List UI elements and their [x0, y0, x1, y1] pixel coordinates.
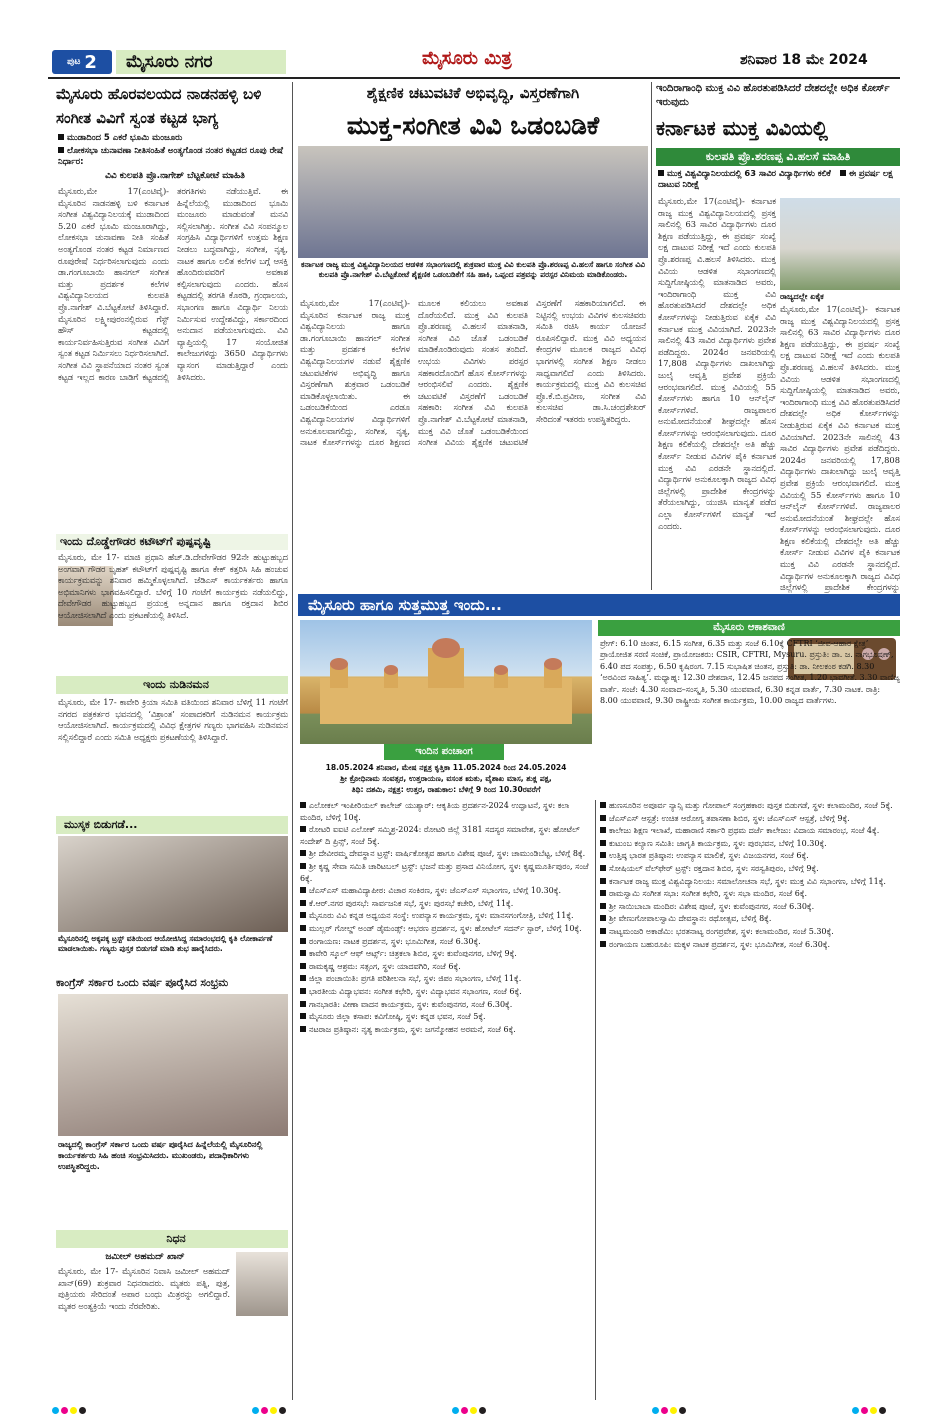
page-number-badge [52, 50, 112, 74]
panchanga-line-2: ಶ್ರೀ ಕ್ರೋಧಿನಾಮ ಸಂವತ್ಸರ, ಉತ್ತರಾಯಣ, ವಸಂತ ಋತು, ವೈಶಾಖ ಮಾಸ, ಶುಕ್ಲ ಪಕ್ಷ, [340, 774, 552, 783]
left-headline: ಮೈಸೂರು ಹೊರವಲಯದ ನಾಡನಹಳ್ಳಿ ಬಳಿ ಸಂಗೀತ ವಿವಿಗೆ ಸ್ವಂತ ಕಟ್ಟಡ ಭಾಗ್ಯ [56, 85, 262, 127]
bullet-icon [300, 925, 306, 931]
bullet-icon [300, 938, 306, 944]
congress-title: ಕಾಂಗ್ರೆಸ್ ಸರ್ಕಾರ ಒಂದು ವರ್ಷ ಪೂರೈಸಿದ ಸಂಭ್ರಮ [56, 977, 229, 989]
bullet-icon [600, 827, 606, 833]
bullet-icon [300, 863, 306, 869]
registration-dot [279, 1407, 286, 1414]
event-text: ಭಾರತೀಯ ವಿದ್ಯಾಭವನ: ಸಂಗೀತ ಕಛೇರಿ, ಸ್ಥಳ: ವಿದ್ಯಾಭವನ ಸಭಾಂಗಣ, ಸಂಜೆ 6ಕ್ಕೆ. [309, 986, 522, 996]
bullet-icon [300, 975, 306, 981]
bullet-icon [600, 878, 606, 884]
bullet-icon [300, 900, 306, 906]
registration-dot [879, 1407, 886, 1414]
event-item [300, 936, 592, 948]
bullet-icon [600, 865, 606, 871]
bullet-icon [300, 1001, 306, 1007]
right-subhead-1 [658, 168, 902, 190]
section-name: ಮೈಸೂರು ನಗರ [116, 50, 286, 74]
registration-dot [52, 1407, 59, 1414]
registration-dot [452, 1407, 459, 1414]
column-divider [595, 800, 596, 1400]
event-text: ಜೆಎಸ್‍ಎಸ್ ಮಹಾವಿದ್ಯಾಪೀಠ: ವಿಚಾರ ಸಂಕಿರಣ, ಸ್ಥಳ: ಜೆಎಸ್‍ಎಸ್ ಸಭಾಂಗಣ, ಬೆಳಿಗ್ಗೆ 10.30ಕ್ಕೆ. [309, 886, 561, 896]
issue-date: ಶನಿವಾರ 18 ಮೇ 2024 [740, 52, 868, 68]
event-text: ಮುಲ್ಲರ್ ಗೋಲ್ಡ್ ಅಂಡ್ ಡೈಮಂಡ್ಸ್: ಆಭರಣ ಪ್ರದರ್ಶನ, ಸ್ಥಳ: ಹೋಟೆಲ್ ಸದರ್ನ್ ಸ್ಟಾರ್, ಬೆಳಿಗ್ಗೆ 10ಕ್ಕೆ. [309, 923, 582, 933]
event-text: ಸೋಷಿಯಲ್ ವೆಲ್‍ಫೇರ್ ಟ್ರಸ್ಟ್: ರಕ್ತದಾನ ಶಿಬಿರ, ಸ್ಥಳ: ಸರಸ್ವತಿಪುರಂ, ಬೆಳಿಗ್ಗೆ 9ಕ್ಕೆ. [609, 863, 819, 873]
event-text: ಕೆ.ಆರ್.ನಗರ ಪುರಸಭೆ: ಸಾರ್ವಜನಿಕ ಸಭೆ, ಸ್ಥಳ: ಪುರಸಭೆ ಕಚೇರಿ, ಬೆಳಿಗ್ಗೆ 11ಕ್ಕೆ. [309, 898, 514, 908]
event-item [600, 800, 900, 812]
registration-dot [261, 1407, 268, 1414]
event-text: ನಾಟ್ಯಮಂಜರಿ ಅಕಾಡೆಮಿ: ಭರತನಾಟ್ಯ ರಂಗಪ್ರವೇಶ, ಸ್ಥಳ: ಕಲಾಮಂದಿರ, ಸಂಜೆ 5.30ಕ್ಕೆ. [609, 926, 834, 936]
registration-dot [470, 1407, 477, 1414]
bullet-icon [58, 134, 64, 140]
event-item [300, 1024, 592, 1036]
right-sub2-text: ಈ ಪ್ರವರ್ಷ ಲಕ್ಷ ದಾಟುವ ನಿರೀಕ್ಷೆ [658, 168, 893, 189]
event-text: ಕುಟುಂಬ ಕಲ್ಯಾಣ ಸಮಿತಿ: ಜಾಗೃತಿ ಕಾರ್ಯಕ್ರಮ, ಸ್ಥಳ: ಪುರಭವನ, ಬೆಳಿಗ್ಗೆ 10.30ಕ್ಕೆ. [609, 838, 827, 848]
bullet-icon [600, 840, 606, 846]
right-sub1-text: ಮುಕ್ತ ವಿಶ್ವವಿದ್ಯಾನಿಲಯದಲ್ಲಿ 63 ಸಾವಿರ ವಿದ್ಯಾರ್ಥಿಗಳು ಕಲಿಕೆ [667, 168, 831, 178]
event-item [600, 888, 900, 900]
event-item [300, 800, 592, 823]
event-item [600, 863, 900, 875]
right-body-col2: ಮೈಸೂರು,ಮೇ 17(ಎಂಟಿವೈ)- ಕರ್ನಾಟಕ ರಾಜ್ಯ ಮುಕ್ತ ವಿಶ್ವವಿದ್ಯಾನಿಲಯದಲ್ಲಿ ಪ್ರಸಕ್ತ ಸಾಲಿನಲ್ಲಿ 63 ಸಾವಿರ ವಿದ್ಯಾರ್ಥಿಗಳು ದೂರ ಶಿಕ್ಷಣ ಪಡೆಯುತ್ತಿದ್ದು, ಈ ಪ್ರವರ್ಷ ಸಂಖ್ಯೆ ಲಕ್ಷ ದಾಟುವ ನಿರೀಕ್ಷೆ ಇದೆ ಎಂದು ಕುಲಪತಿ ಪ್ರೊ.ಶರಣಪ್ಪ ವಿ.ಹಲಸೆ ತಿಳಿಸಿದರು. ಮುಕ್ತ ವಿವಿಯ ಆಡಳಿತ ಸಭಾಂಗಣದಲ್ಲಿ ಸುದ್ದಿಗೋಷ್ಠಿಯಲ್ಲಿ ಮಾತನಾಡಿದ ಅವರು, ಇಂದಿರಾಗಾಂಧಿ ಮುಕ್ತ ವಿವಿ ಹೊರತುಪಡಿಸಿದರೆ ದೇಶದಲ್ಲೇ ಅಧಿಕ ಕೋರ್ಸ್‍ಗಳನ್ನು ನೀಡುತ್ತಿರುವ ಏಕೈಕ ವಿವಿ ಕರ್ನಾಟಕ ಮುಕ್ತ ವಿವಿಯಾಗಿದೆ. 2023ನೇ ಸಾಲಿನಲ್ಲಿ 43 ಸಾವಿರ ವಿದ್ಯಾರ್ಥಿಗಳು ಪ್ರವೇಶ ಪಡೆದಿದ್ದರು. 2024ರ ಜನವರಿಯಲ್ಲಿ 17,808 ವಿದ್ಯಾರ್ಥಿಗಳು ದಾಖಲಾಗಿದ್ದು ಜುಲೈ ಆವೃತ್ತಿ ಪ್ರವೇಶ ಪ್ರಕ್ರಿಯೆ ಆರಂಭವಾಗಲಿದೆ. ಮುಕ್ತ ವಿವಿಯಲ್ಲಿ 55 ಕೋರ್ಸ್‍ಗಳು ಹಾಗೂ 10 ಆನ್‍ಲೈನ್ ಕೋರ್ಸ್‍ಗಳಿವೆ. ರಾಜ್ಯಪಾಲರ ಅನುಮೋದನೆಯಂತೆ ಶೀಘ್ರದಲ್ಲೇ ಹೊಸ ಕೋರ್ಸ್‍ಗಳನ್ನು ಆರಂಭಿಸಲಾಗುವುದು. ದೂರ ಶಿಕ್ಷಣ ಕಲಿಕೆಯಲ್ಲಿ ದೇಶದಲ್ಲೇ ಅತಿ ಹೆಚ್ಚು ಕೋರ್ಸ್ ನೀಡುವ ವಿವಿಗಳ ಪೈಕಿ ಕರ್ನಾಟಕ ಮುಕ್ತ ವಿವಿ ಎರಡನೇ ಸ್ಥಾನದಲ್ಲಿದೆ. ವಿದ್ಯಾರ್ಥಿಗಳ ಅನುಕೂಲಕ್ಕಾಗಿ ರಾಜ್ಯದ ವಿವಿಧ ಜಿಲ್ಲೆಗಳಲ್ಲಿ ಪ್ರಾದೇಶಿಕ ಕೇಂದ್ರಗಳನ್ನು [780, 304, 900, 593]
registration-dot [679, 1407, 686, 1414]
event-item [600, 825, 900, 837]
radio-schedule: ಪ್ರೇಗ್: 6.10 ಚಿಂತನ, 6.15 ಸಂಗೀತ, 6.35 ಮತ್ತು ಸಂಜೆ 6.10ಕ್ಕೆ CFTRI ‘ಜೀವ-ಆಹಾರ ಕ್ಷೇತ್ರ’ ಪ್ರಾಯೋಜಿತ ಸರಣಿ ಸಂಚಿಕೆ, ಪ್ರಾಯೋಜಕರು: CSIR, CFTRI, Mysuru. ಪ್ರಸ್ತುತಿ: ಡಾ. ಜ. ನಾಗಭೂಷಣ್, 6.40 ಪದ ಸಂಪತ್ತು, 6.50 ಕೃಷಿರಂಗ. 7.15 ಸುಭಾಷಿತ ಚಿಂತನ, ಪ್ರಸ್ತುತಿ: ಡಾ. ನೀಲಕಂಠ ಕಡಗಿ. 8.30 ‘ಅರವಿಂದ ಸಾಹಿತ್ಯ’. ಮಧ್ಯಾಹ್ನ: 12.30 ದೇಶದಾಸ, 12.45 ಜನಪದ ಸಂಗೀತ, 1.20 ಭಾವಗೀತೆ. 3.30 ವಾಣಿಜ್ಯ ವಾರ್ತೆ. ಸಂಜೆ: 4.30 ಸಂವಾದ–ಸಂಸ್ಕೃತಿ, 5.30 ಯುವವಾಣಿ, 6.30 ಕನ್ನಡ ವಾರ್ತೆ, 7.30 ನಾಟಕ. ರಾತ್ರಿ: 8.00 ಯುವವಾಣಿ, 9.30 ರಾಷ್ಟ್ರೀಯ ಸಂಗೀತ ಕಾರ್ಯಕ್ರಮ, 10.00 ರಾಜ್ಯದ ವಾರ್ತೆಗಳು. [600, 639, 900, 706]
registration-dot [870, 1407, 877, 1414]
event-item [300, 848, 592, 860]
congress-caption: ರಾಜ್ಯದಲ್ಲಿ ಕಾಂಗ್ರೆಸ್ ಸರ್ಕಾರ ಒಂದು ವರ್ಷ ಪೂರೈಸಿದ ಹಿನ್ನೆಲೆಯಲ್ಲಿ ಮೈಸೂರಿನಲ್ಲಿ ಕಾರ್ಯಕರ್ತರು ಸಿಹಿ ಹಂಚಿ ಸಂಭ್ರಮಿಸಿದರು. ಮುಖಂಡರು, ಪದಾಧಿಕಾರಿಗಳು ಉಪಸ್ಥಿತರಿದ್ದರು. [58, 1140, 263, 1171]
event-text: ರಾಮಸ್ವಾಮಿ ಸಂಗೀತ ಸಭಾ: ಸಂಗೀತ ಕಛೇರಿ, ಸ್ಥಳ: ಸಭಾ ಮಂದಿರ, ಸಂಜೆ 6ಕ್ಕೆ. [609, 889, 808, 899]
event-text: ಶ್ರೀ ದೇವೀರಮ್ಮ ದೇವಸ್ಥಾನ ಟ್ರಸ್ಟ್: ವಾರ್ಷಿಕೋತ್ಸವ ಹಾಗೂ ವಿಶೇಷ ಪೂಜೆ, ಸ್ಥಳ: ಚಾಮುಂಡಿಬೆಟ್ಟ, ಬೆಳಿಗ್ಗೆ 8ಕ್ಕೆ. [309, 849, 586, 859]
bullet-icon [300, 1013, 306, 1019]
event-item [600, 939, 900, 951]
obituary-photo [236, 1252, 288, 1316]
bullet-icon [300, 963, 306, 969]
panchanga-line-1: 18.05.2024 ಶನಿವಾರ, ಮೇಷ ನಕ್ಷತ್ರ ಕೃತ್ತಿಕಾ 11.05.2024 ರಿಂದ 24.05.2024 [325, 763, 567, 772]
book-release-title: ಮುಸ್ಕಕ ಬಿಡುಗಡೆ... [56, 816, 288, 834]
registration-dot [861, 1407, 868, 1414]
panchanga-line-3: ತಿಥಿ: ದಶಮಿ, ನಕ್ಷತ್ರ: ಉತ್ತರ, ರಾಹುಕಾಲ: ಬೆಳಿಗ್ಗೆ 9 ರಿಂದ 10.30ರವರೆಗೆ [351, 785, 541, 794]
registration-dot [461, 1407, 468, 1414]
registration-dot [652, 1407, 659, 1414]
today-banner: ಮೈಸೂರು ಹಾಗೂ ಸುತ್ತಮುತ್ತ ಇಂದು... [298, 594, 900, 616]
event-item [300, 824, 592, 847]
registration-dot [252, 1407, 259, 1414]
mou-caption: ಕರ್ನಾಟಕ ರಾಜ್ಯ ಮುಕ್ತ ವಿಶ್ವವಿದ್ಯಾನಿಲಯದ ಆಡಳಿತ ಸಭಾಂಗಣದಲ್ಲಿ ಶುಕ್ರವಾರ ಮುಕ್ತ ವಿವಿ ಕುಲಪತಿ ಪ್ರೊ.ಶರಣಪ್ಪ ವಿ.ಹಲಸೆ ಹಾಗೂ ಸಂಗೀತ ವಿವಿ ಕುಲಪತಿ ಪ್ರೊ.ನಾಗೇಶ್ ವಿ.ಬೆಟ್ಟಕೋಟೆ ಶೈಕ್ಷಣಿಕ ಒಡಂಬಡಿಕೆಗೆ ಸಹಿ ಹಾಕಿ, ಒಪ್ಪಂದ ಪತ್ರವನ್ನು ಪರಸ್ಪರ ವಿನಿಮಯ ಮಾಡಿಕೊಂಡರು. [301, 260, 645, 279]
obituary-body: ಮೈಸೂರು, ಮೇ 17- ಮೈಸೂರಿನ ನಿವಾಸಿ ಜಮೀಲ್ ಅಹಮದ್ ಖಾನ್(69) ಶುಕ್ರವಾರ ನಿಧನರಾದರು. ಮೃತರು ಪತ್ನಿ, ಪುತ್ರ, ಪುತ್ರಿಯರು ಸೇರಿದಂತೆ ಅಪಾರ ಬಂಧು ಮಿತ್ರರನ್ನು ಅಗಲಿದ್ದಾರೆ. ಮೃತರ ಅಂತ್ಯಕ್ರಿಯೆ ಇಂದು ನೆರವೇರಿತು. [58, 1266, 230, 1311]
event-item [300, 948, 592, 960]
bullet-icon [300, 887, 306, 893]
right-photo-caption: ರಾಜ್ಯದಲ್ಲೇ ಏಕೈಕ [780, 292, 824, 301]
event-item [300, 973, 592, 985]
bullet-icon [300, 826, 306, 832]
tribute-title: ಇಂದು ದೊಡ್ಡೇಗೌಡರ ಕಟೌಟ್‍ಗೆ ಪುಷ್ಪವೃಷ್ಟಿ [56, 534, 288, 550]
nudinamana-body: ಮೈಸೂರು, ಮೇ 17- ಕಾವೇರಿ ಕ್ರಿಯಾ ಸಮಿತಿ ವತಿಯಿಂದ ಶನಿವಾರ ಬೆಳಿಗ್ಗೆ 11 ಗಂಟೆಗೆ ನಗರದ ಪತ್ರಕರ್ತರ ಭವನದಲ್ಲಿ ‘ವಿಶ್ರಾಂತ’ ಸಂಪಾದಕರಿಗೆ ನುಡಿನಮನ ಕಾರ್ಯಕ್ರಮ ಆಯೋಜಿಸಲಾಗಿದೆ. ಕಾರ್ಯಕ್ರಮದಲ್ಲಿ ವಿವಿಧ ಕ್ಷೇತ್ರಗಳ ಗಣ್ಯರು ಭಾಗವಹಿಸಿ ನುಡಿನಮನ ಸಲ್ಲಿಸಲಿದ್ದಾರೆ ಎಂದು ಸಮಿತಿ ಅಧ್ಯಕ್ಷರು ಪ್ರಕಟಣೆಯಲ್ಲಿ ತಿಳಿಸಿದ್ದಾರೆ. [58, 697, 288, 742]
university-building-photo [780, 198, 900, 290]
column-divider [651, 82, 652, 590]
event-text: ರೋಟರಿ ಐಐಟಿ ಎಲೋಕ್ ಸಮ್ಮಿಶ್ರ-2024: ರೋಟರಿ ಜಿಲ್ಲೆ 3181 ಸದಸ್ಯರ ಸಮಾವೇಶ, ಸ್ಥಳ: ಹೋಟೆಲ್ ಸಂದೇಶ್ ದಿ ಪ್ರಿನ್ಸ್, ಸಂಜೆ 5ಕ್ಕೆ. [300, 825, 580, 846]
event-item [600, 838, 900, 850]
event-text: ರಂಗಾಯಣ ಬಹುರೂಪಿ: ಮಕ್ಕಳ ನಾಟಕ ಪ್ರದರ್ಶನ, ಸ್ಥಳ: ಭೂಮಿಗೀತ, ಸಂಜೆ 6.30ಕ್ಕೆ. [609, 939, 831, 949]
bullet-icon [600, 890, 606, 896]
bullet-icon [600, 928, 606, 934]
bullet-icon [658, 170, 664, 176]
event-text: ಗಾನಭಾರತಿ: ವೀಣಾ ವಾದನ ಕಾರ್ಯಕ್ರಮ, ಸ್ಥಳ: ಕುವೆಂಪುನಗರ, ಸಂಜೆ 6.30ಕ್ಕೆ. [309, 999, 513, 1009]
event-item [300, 999, 592, 1011]
registration-dot [79, 1407, 86, 1414]
mou-photo [298, 146, 648, 258]
event-text: ಶ್ರೀ ಕೃಷ್ಣ ಸೇವಾ ಸಮಿತಿ ಚಾರಿಟಬಲ್ ಟ್ರಸ್ಟ್: ಭಜನೆ ಮತ್ತು ಪ್ರಸಾದ ವಿನಿಯೋಗ, ಸ್ಥಳ: ಕೃಷ್ಣಮೂರ್ತಿಪುರಂ, ಸಂಜೆ 6ಕ್ಕೆ. [300, 861, 589, 883]
events-list-right [600, 800, 900, 1400]
bullet-icon [300, 950, 306, 956]
event-text: ಕರ್ನಾಟಕ ರಾಜ್ಯ ಮುಕ್ತ ವಿಶ್ವವಿದ್ಯಾನಿಲಯ: ಸಮಾಲೋಚನಾ ಸಭೆ, ಸ್ಥಳ: ಮುಕ್ತ ವಿವಿ ಸಭಾಂಗಣ, ಬೆಳಿಗ್ಗೆ 11ಕ್ಕೆ. [609, 876, 886, 886]
registration-dot [479, 1407, 486, 1414]
event-item [300, 986, 592, 998]
event-item [300, 898, 592, 910]
event-item [600, 813, 900, 825]
tribute-body: ಮೈಸೂರು, ಮೇ 17- ಮಾಜಿ ಪ್ರಧಾನಿ ಹೆಚ್.ಡಿ.ದೇವೇಗೌಡರ 92ನೇ ಹುಟ್ಟುಹಬ್ಬದ ಅಂಗವಾಗಿ ಗೌಡರ ಬೃಹತ್ ಕಟೌಟ್‍ಗೆ ಪುಷ್ಪವೃಷ್ಟಿ ಹಾಗೂ ಕೇಕ್ ಕತ್ತರಿಸಿ ಸಿಹಿ ಹಂಚುವ ಕಾರ್ಯಕ್ರಮವನ್ನು ಶನಿವಾರ ಹಮ್ಮಿಕೊಳ್ಳಲಾಗಿದೆ. ಜೆಡಿಎಸ್ ಕಾರ್ಯಕರ್ತರು ಹಾಗೂ ಅಭಿಮಾನಿಗಳು ಭಾಗವಹಿಸಲಿದ್ದಾರೆ. ಬೆಳಿಗ್ಗೆ 10 ಗಂಟೆಗೆ ಕಾರ್ಯಕ್ರಮ ನಡೆಯಲಿದ್ದು, ದೇವೇಗೌಡರ ಹುಟ್ಟುಹಬ್ಬದ ಪ್ರಯುಕ್ತ ಅನ್ನದಾನ ಹಾಗೂ ರಕ್ತದಾನ ಶಿಬಿರ ಆಯೋಜಿಸಲಾಗಿದೆ ಎಂದು ಪ್ರಕಟಣೆಯಲ್ಲಿ ತಿಳಿಸಿದೆ. [58, 552, 288, 620]
event-text: ಉತ್ತಿಷ್ಠ ಭಾರತ ಪ್ರತಿಷ್ಠಾನ: ಉಪನ್ಯಾಸ ಮಾಲಿಕೆ, ಸ್ಥಳ: ವಿಜಯನಗರ, ಸಂಜೆ 6ಕ್ಕೆ. [609, 851, 809, 861]
event-text: ರಾಮಕೃಷ್ಣ ಆಶ್ರಮ: ಸತ್ಸಂಗ, ಸ್ಥಳ: ಯಾದವಗಿರಿ, ಸಂಜೆ 6ಕ್ಕೆ. [309, 961, 461, 971]
event-item [300, 910, 592, 922]
print-registration-dots [52, 1407, 902, 1417]
event-text: ಹುಣಸೂರಿನ ಅಪೂರ್ವ ನ್ಯಾನ್ಸಿ ಮತ್ತು ಗೋಪಾಲ್ ಸಂಗ್ರಹಕಾರ: ಪುಸ್ತಕ ಬಿಡುಗಡೆ, ಸ್ಥಳ: ಕಲಾಮಂದಿರ, ಸಂಜೆ 5ಕ್ಕೆ. [609, 801, 893, 810]
registration-dot [270, 1407, 277, 1414]
bullet-icon [300, 802, 306, 808]
center-kicker: ಶೈಕ್ಷಣಿಕ ಚಟುವಟಿಕೆ ಅಭಿವೃದ್ಧಿ, ವಿಸ್ತರಣೆಗಾಗಿ [366, 84, 580, 102]
book-release-caption: ಮೈಸೂರಿನಲ್ಲಿ ಅಕ್ಕಪಕ್ಕ ಟ್ರಸ್ಟ್ ವತಿಯಿಂದ ಆಯೋಜಿಸಿದ್ದ ಸಮಾರಂಭದಲ್ಲಿ ಕೃತಿ ಲೋಕಾರ್ಪಣೆ ಮಾಡಲಾಯಿತು. ಗಣ್ಯರು ಪುಸ್ತಕ ಬಿಡುಗಡೆ ಮಾಡಿ ಶುಭ ಹಾರೈಸಿದರು. [58, 934, 273, 953]
registration-dot [670, 1407, 677, 1414]
event-text: ಕಾಲೇಜು ಶಿಕ್ಷಣ ಇಲಾಖೆ, ಮಹಾರಾಣಿ ಸರ್ಕಾರಿ ಪ್ರಥಮ ದರ್ಜೆ ಕಾಲೇಜು: ವಿದಾಯ ಸಮಾರಂಭ, ಸಂಜೆ 4ಕ್ಕೆ. [609, 826, 880, 836]
bullet-icon [300, 988, 306, 994]
right-body-col1: ಮೈಸೂರು,ಮೇ 17(ಎಂಟಿವೈ)- ಕರ್ನಾಟಕ ರಾಜ್ಯ ಮುಕ್ತ ವಿಶ್ವವಿದ್ಯಾನಿಲಯದಲ್ಲಿ ಪ್ರಸಕ್ತ ಸಾಲಿನಲ್ಲಿ 63 ಸಾವಿರ ವಿದ್ಯಾರ್ಥಿಗಳು ದೂರ ಶಿಕ್ಷಣ ಪಡೆಯುತ್ತಿದ್ದು, ಈ ಪ್ರವರ್ಷ ಸಂಖ್ಯೆ ಲಕ್ಷ ದಾಟುವ ನಿರೀಕ್ಷೆ ಇದೆ ಎಂದು ಕುಲಪತಿ ಪ್ರೊ.ಶರಣಪ್ಪ ವಿ.ಹಲಸೆ ತಿಳಿಸಿದರು. ಮುಕ್ತ ವಿವಿಯ ಆಡಳಿತ ಸಭಾಂಗಣದಲ್ಲಿ ಸುದ್ದಿಗೋಷ್ಠಿಯಲ್ಲಿ ಮಾತನಾಡಿದ ಅವರು, ಇಂದಿರಾಗಾಂಧಿ ಮುಕ್ತ ವಿವಿ ಹೊರತುಪಡಿಸಿದರೆ ದೇಶದಲ್ಲೇ ಅಧಿಕ ಕೋರ್ಸ್‍ಗಳನ್ನು ನೀಡುತ್ತಿರುವ ಏಕೈಕ ವಿವಿ ಕರ್ನಾಟಕ ಮುಕ್ತ ವಿವಿಯಾಗಿದೆ. 2023ನೇ ಸಾಲಿನಲ್ಲಿ 43 ಸಾವಿರ ವಿದ್ಯಾರ್ಥಿಗಳು ಪ್ರವೇಶ ಪಡೆದಿದ್ದರು. 2024ರ ಜನವರಿಯಲ್ಲಿ 17,808 ವಿದ್ಯಾರ್ಥಿಗಳು ದಾಖಲಾಗಿದ್ದು ಜುಲೈ ಆವೃತ್ತಿ ಪ್ರವೇಶ ಪ್ರಕ್ರಿಯೆ ಆರಂಭವಾಗಲಿದೆ. ಮುಕ್ತ ವಿವಿಯಲ್ಲಿ 55 ಕೋರ್ಸ್‍ಗಳು ಹಾಗೂ 10 ಆನ್‍ಲೈನ್ ಕೋರ್ಸ್‍ಗಳಿವೆ. ರಾಜ್ಯಪಾಲರ ಅನುಮೋದನೆಯಂತೆ ಶೀಘ್ರದಲ್ಲೇ ಹೊಸ ಕೋರ್ಸ್‍ಗಳನ್ನು ಆರಂಭಿಸಲಾಗುವುದು. ದೂರ ಶಿಕ್ಷಣ ಕಲಿಕೆಯಲ್ಲಿ ದೇಶದಲ್ಲೇ ಅತಿ ಹೆಚ್ಚು ಕೋರ್ಸ್ ನೀಡುವ ವಿವಿಗಳ ಪೈಕಿ ಕರ್ನಾಟಕ ಮುಕ್ತ ವಿವಿ ಎರಡನೇ ಸ್ಥಾನದಲ್ಲಿದೆ. ವಿದ್ಯಾರ್ಥಿಗಳ ಅನುಕೂಲಕ್ಕಾಗಿ ರಾಜ್ಯದ ವಿವಿಧ ಜಿಲ್ಲೆಗಳಲ್ಲಿ ಪ್ರಾದೇಶಿಕ ಕೇಂದ್ರಗಳನ್ನು ತೆರೆಯಲಾಗಿದ್ದು, ಯುಜಿಸಿ ಮಾನ್ಯತೆ ಪಡೆದ ಎಲ್ಲಾ ಕೋರ್ಸ್‍ಗಳಿಗೆ ಮಾನ್ಯತೆ ಇದೆ ಎಂದರು. [658, 196, 776, 531]
event-text: ಕಾವೇರಿ ಸ್ಕೂಲ್ ಆಫ್ ಆರ್ಟ್ಸ್: ಚಿತ್ರಕಲಾ ಶಿಬಿರ, ಸ್ಥಳ: ಕುವೆಂಪುನಗರ, ಬೆಳಿಗ್ಗೆ 9ಕ್ಕೆ. [309, 949, 517, 959]
right-headline: ಕರ್ನಾಟಕ ಮುಕ್ತ ವಿವಿಯಲ್ಲಿ [656, 116, 828, 140]
event-item [600, 926, 900, 938]
event-text: ಜಿಲ್ಲಾ ಪಂಚಾಯಿತಿ: ಪ್ರಗತಿ ಪರಿಶೀಲನಾ ಸಭೆ, ಸ್ಥಳ: ಜಿಪಂ ಸಭಾಂಗಣ, ಬೆಳಿಗ್ಗೆ 11ಕ್ಕೆ. [309, 974, 522, 984]
event-text: ನಟರಾಜ ಪ್ರತಿಷ್ಠಾನ: ನೃತ್ಯ ಕಾರ್ಯಕ್ರಮ, ಸ್ಥಳ: ಜಗನ್ಮೋಹನ ಅರಮನೆ, ಸಂಜೆ 6ಕ್ಕೆ. [309, 1024, 516, 1034]
palace-silhouette-icon [300, 620, 592, 744]
bullet-icon [600, 815, 606, 821]
right-strip: ಕುಲಪತಿ ಪ್ರೊ.ಶರಣಪ್ಪ ವಿ.ಹಲಸೆ ಮಾಹಿತಿ [656, 148, 900, 166]
event-item [300, 923, 592, 935]
event-text: ಶ್ರೀ ಸಾಯಿಬಾಬಾ ಮಂದಿರ: ವಿಶೇಷ ಪೂಜೆ, ಸ್ಥಳ: ಕುವೆಂಪುನಗರ, ಸಂಜೆ 6.30ಕ್ಕೆ. [609, 901, 815, 911]
bullet-icon [600, 903, 606, 909]
bullet-icon [840, 170, 846, 176]
bullet-icon [600, 915, 606, 921]
event-item [600, 850, 900, 862]
bullet-icon [300, 1026, 306, 1032]
registration-dot [661, 1407, 668, 1414]
left-sub1-text: ಮುಡಾದಿಂದ 5 ಎಕರೆ ಭೂಮಿ ಮಂಜೂರು [67, 133, 183, 143]
bullet-icon [58, 147, 64, 153]
event-item [300, 961, 592, 973]
event-text: ರಂಗಾಯಣ: ನಾಟಕ ಪ್ರದರ್ಶನ, ಸ್ಥಳ: ಭೂಮಿಗೀತ, ಸಂಜೆ 6.30ಕ್ಕೆ. [309, 936, 481, 946]
congress-photo [58, 994, 288, 1136]
right-kicker: ಇಂದಿರಾಗಾಂಧಿ ಮುಕ್ತ ವಿವಿ ಹೊರತುಪಡಿಸಿದರೆ ದೇಶದಲ್ಲೇ ಅಧಿಕ ಕೋರ್ಸ್ ಇರುವುದು [656, 83, 890, 108]
left-sub2-text: ಲೋಕಸಭಾ ಚುನಾವಣಾ ನೀತಿಸಂಹಿತೆ ಅಂತ್ಯಗೊಂಡ ನಂತರ ಕಟ್ಟಡದ ರೂಪು ರೇಷೆ ನಿರ್ಧಾರ: [58, 146, 283, 167]
obituary-title: ನಿಧನ [56, 1230, 288, 1248]
bullet-icon [600, 802, 606, 808]
event-item [600, 901, 900, 913]
center-headline: ಮುಕ್ತ-ಸಂಗೀತ ವಿವಿ ಒಡಂಬಡಿಕೆ [346, 111, 600, 140]
center-body: ಮೈಸೂರು,ಮೇ 17(ಎಂಟಿವೈ)- ಮೈಸೂರಿನ ಕರ್ನಾಟಕ ರಾಜ್ಯ ಮುಕ್ತ ವಿಶ್ವವಿದ್ಯಾನಿಲಯ ಹಾಗೂ ಡಾ.ಗಂಗೂಬಾಯಿ ಹಾನಗಲ್ ಸಂಗೀತ ಮತ್ತು ಪ್ರದರ್ಶಕ ಕಲೆಗಳ ವಿಶ್ವವಿದ್ಯಾನಿಲಯಗಳ ನಡುವೆ ಶೈಕ್ಷಣಿಕ ಚಟುವಟಿಕೆಗಳ ಅಭಿವೃದ್ಧಿ ಹಾಗೂ ವಿಸ್ತರಣೆಗಾಗಿ ಶುಕ್ರವಾರ ಒಡಂಬಡಿಕೆ ಮಾಡಿಕೊಳ್ಳಲಾಯಿತು. ಈ ಒಡಂಬಡಿಕೆಯಿಂದ ಎರಡೂ ವಿಶ್ವವಿದ್ಯಾನಿಲಯಗಳ ವಿದ್ಯಾರ್ಥಿಗಳಿಗೆ ಅನುಕೂಲವಾಗಲಿದ್ದು, ಸಂಗೀತ, ನೃತ್ಯ, ನಾಟಕ ಕೋರ್ಸ್‍ಗಳನ್ನು ದೂರ ಶಿಕ್ಷಣದ ಮೂಲಕ ಕಲಿಯಲು ಅವಕಾಶ ದೊರೆಯಲಿದೆ. ಮುಕ್ತ ವಿವಿ ಕುಲಪತಿ ಪ್ರೊ.ಶರಣಪ್ಪ ವಿ.ಹಲಸೆ ಮಾತನಾಡಿ, ಸಂಗೀತ ವಿವಿ ಜೊತೆ ಒಡಂಬಡಿಕೆ ಮಾಡಿಕೊಂಡಿರುವುದು ಸಂತಸ ತಂದಿದೆ. ಉಭಯ ವಿವಿಗಳು ಪರಸ್ಪರ ಸಹಕಾರದೊಂದಿಗೆ ಹೊಸ ಕೋರ್ಸ್‍ಗಳನ್ನು ಆರಂಭಿಸಲಿವೆ ಎಂದರು. ಶೈಕ್ಷಣಿಕ ಚಟುವಟಿಕೆ ವಿಸ್ತರಣೆಗೆ ಒಡಂಬಡಿಕೆ ಸಹಕಾರಿ: ಸಂಗೀತ ವಿವಿ ಕುಲಪತಿ ಪ್ರೊ.ನಾಗೇಶ್ ವಿ.ಬೆಟ್ಟಕೋಟೆ ಮಾತನಾಡಿ, ಮುಕ್ತ ವಿವಿ ಜೊತೆ ಒಡಂಬಡಿಕೆಯಿಂದ ಸಂಗೀತ ವಿವಿಯ ಶೈಕ್ಷಣಿಕ ಚಟುವಟಿಕೆ ವಿಸ್ತರಣೆಗೆ ಸಹಕಾರಿಯಾಗಲಿದೆ. ಈ ನಿಟ್ಟಿನಲ್ಲಿ ಉಭಯ ವಿವಿಗಳ ಕುಲಸಚಿವರು ಸಮಿತಿ ರಚಿಸಿ ಕಾರ್ಯ ಯೋಜನೆ ರೂಪಿಸಲಿದ್ದಾರೆ. ಮುಕ್ತ ವಿವಿ ಅಧ್ಯಯನ ಕೇಂದ್ರಗಳ ಮೂಲಕ ರಾಜ್ಯದ ವಿವಿಧ ಭಾಗಗಳಲ್ಲಿ ಸಂಗೀತ ಶಿಕ್ಷಣ ನೀಡಲು ಸಾಧ್ಯವಾಗಲಿದೆ ಎಂದು ತಿಳಿಸಿದರು. ಕಾರ್ಯಕ್ರಮದಲ್ಲಿ ಮುಕ್ತ ವಿವಿ ಕುಲಸಚಿವ ಪ್ರೊ.ಕೆ.ಬಿ.ಪ್ರವೀಣ, ಸಂಗೀತ ವಿವಿ ಕುಲಸಚಿವ ಡಾ.ಸಿ.ಚಂದ್ರಶೇಖರ್ ಸೇರಿದಂತೆ ಇತರರು ಉಪಸ್ಥಿತರಿದ್ದರು. [300, 298, 646, 448]
event-item [600, 876, 900, 888]
left-subhead-2 [58, 146, 288, 168]
bullet-icon [600, 941, 606, 947]
bullet-icon [300, 850, 306, 856]
event-item [300, 885, 592, 897]
event-text: ಮೈಸೂರು ವಿವಿ ಕನ್ನಡ ಅಧ್ಯಯನ ಸಂಸ್ಥೆ: ಉಪನ್ಯಾಸ ಕಾರ್ಯಕ್ರಮ, ಸ್ಥಳ: ಮಾನಸಗಂಗೋತ್ರಿ, ಬೆಳಿಗ್ಗೆ 11ಕ್ಕೆ. [309, 911, 574, 921]
nudinamana-title: ಇಂದು ನುಡಿನಮನ [56, 676, 288, 694]
mysore-palace-image [300, 620, 592, 744]
page-label: ಪುಟ [67, 57, 81, 67]
event-text: ಮೈಸೂರು ಜಿಲ್ಲಾ ಕಸಾಪ: ಕವಿಗೋಷ್ಠಿ, ಸ್ಥಳ: ಕನ್ನಡ ಭವನ, ಸಂಜೆ 5ಕ್ಕೆ. [309, 1012, 486, 1022]
page-number: 2 [84, 51, 97, 73]
event-text: ಜೆಎಸ್‍ಎಸ್ ಆಸ್ಪತ್ರೆ: ಉಚಿತ ಆರೋಗ್ಯ ತಪಾಸಣಾ ಶಿಬಿರ, ಸ್ಥಳ: ಜೆಎಸ್‍ಎಸ್ ಆಸ್ಪತ್ರೆ, ಬೆಳಿಗ್ಗೆ 9ಕ್ಕೆ. [609, 813, 850, 823]
event-text: ಶ್ರೀ ವೇಣುಗೋಪಾಲಸ್ವಾಮಿ ದೇವಸ್ಥಾನ: ರಥೋತ್ಸವ, ಬೆಳಿಗ್ಗೆ 8ಕ್ಕೆ. [609, 914, 772, 924]
registration-dot [70, 1407, 77, 1414]
event-item [300, 861, 592, 884]
bullet-icon [600, 852, 606, 858]
left-body: ಮೈಸೂರು,ಮೇ 17(ಎಂಟಿವೈ)- ಮೈಸೂರಿನ ನಾಡನಹಳ್ಳಿ ಬಳಿ ಕರ್ನಾಟಕ ಸಂಗೀತ ವಿಶ್ವವಿದ್ಯಾನಿಲಯಕ್ಕೆ ಮುಡಾದಿಂದ 5.20 ಎಕರೆ ಭೂಮಿ ಮಂಜೂರಾಗಿದ್ದು, ಲೋಕಸಭಾ ಚುನಾವಣಾ ನೀತಿ ಸಂಹಿತೆ ಅಂತ್ಯಗೊಂಡ ನಂತರ ಕಟ್ಟಡ ನಿರ್ಮಾಣದ ರೂಪುರೇಷೆ ನಿರ್ಧರಿಸಲಾಗುವುದು ಎಂದು ಡಾ.ಗಂಗೂಬಾಯಿ ಹಾನಗಲ್ ಸಂಗೀತ ಮತ್ತು ಪ್ರದರ್ಶಕ ಕಲೆಗಳ ವಿಶ್ವವಿದ್ಯಾನಿಲಯದ ಕುಲಪತಿ ಪ್ರೊ.ನಾಗೇಶ್ ವಿ.ಬೆಟ್ಟಕೋಟೆ ತಿಳಿಸಿದ್ದಾರೆ. ಮೈಸೂರಿನ ಲಕ್ಷ್ಮೀಪುರಂನಲ್ಲಿರುವ ಗೆಸ್ಟ್ ಹೌಸ್ ಕಟ್ಟಡದಲ್ಲಿ ಕಾರ್ಯನಿರ್ವಹಿಸುತ್ತಿರುವ ಸಂಗೀತ ವಿವಿಗೆ ಸ್ವಂತ ಕಟ್ಟಡ ನಿರ್ಮಿಸಲು ನಿರ್ಧರಿಸಲಾಗಿದೆ. ಸಂಗೀತ ವಿವಿ ಸ್ಥಾಪನೆಯಾದ ನಂತರ ಸ್ವಂತ ಕಟ್ಟಡ ಇಲ್ಲದ ಕಾರಣ ಬಾಡಿಗೆ ಕಟ್ಟಡದಲ್ಲಿ ತರಗತಿಗಳು ನಡೆಯುತ್ತಿವೆ. ಈ ಹಿನ್ನೆಲೆಯಲ್ಲಿ ಮುಡಾದಿಂದ ಭೂಮಿ ಮಂಜೂರು ಮಾಡುವಂತೆ ಮನವಿ ಸಲ್ಲಿಸಲಾಗಿತ್ತು. ಸಂಗೀತ ವಿವಿ ಸಂಪನ್ಮೂಲ ಸಂಗ್ರಹಿಸಿ ವಿದ್ಯಾರ್ಥಿಗಳಿಗೆ ಉತ್ತಮ ಶಿಕ್ಷಣ ನೀಡಲು ಬದ್ಧವಾಗಿದ್ದು, ಸಂಗೀತ, ನೃತ್ಯ, ನಾಟಕ ಹಾಗೂ ಲಲಿತ ಕಲೆಗಳ ಬಗ್ಗೆ ಆಸಕ್ತಿ ಹೊಂದಿರುವವರಿಗೆ ಅವಕಾಶ ಕಲ್ಪಿಸಲಾಗುವುದು ಎಂದರು. ಹೊಸ ಕಟ್ಟಡದಲ್ಲಿ ತರಗತಿ ಕೊಠಡಿ, ಗ್ರಂಥಾಲಯ, ಸಭಾಂಗಣ ಹಾಗೂ ವಿದ್ಯಾರ್ಥಿ ನಿಲಯ ನಿರ್ಮಿಸುವ ಉದ್ದೇಶವಿದ್ದು, ಸರ್ಕಾರದಿಂದ ಅನುದಾನ ಪಡೆಯಲಾಗುವುದು. ವಿವಿ ವ್ಯಾಪ್ತಿಯಲ್ಲಿ 17 ಸಂಯೋಜಿತ ಕಾಲೇಜುಗಳಿದ್ದು 3650 ವಿದ್ಯಾರ್ಥಿಗಳು ವ್ಯಾಸಂಗ ಮಾಡುತ್ತಿದ್ದಾರೆ ಎಂದು ತಿಳಿಸಿದರು. [58, 186, 288, 382]
panchanga-title: ಇಂದಿನ ಪಂಚಾಂಗ [384, 744, 504, 760]
bullet-icon [300, 912, 306, 918]
registration-dot [852, 1407, 859, 1414]
masthead: ಮೈಸೂರು ಮಿತ್ರ [422, 48, 512, 69]
column-divider [292, 82, 293, 1400]
radio-title: ಮೈಸೂರು ಆಕಾಶವಾಣಿ [598, 620, 900, 636]
left-subhead-3: ವಿವಿ ಕುಲಪತಿ ಪ್ರೊ.ನಾಗೇಶ್ ಬೆಟ್ಟಕೋಟೆ ಮಾಹಿತಿ [105, 171, 245, 181]
event-text: ಎಲೋಕಲ್ ಇಂಪೀರಿಯಲ್ ಕಾಲೇಜ್ ಯುಶ್ಯಾರ್: ಆಕೃತಿಯ ಪ್ರದರ್ಶನ-2024 ಉದ್ಘಾಟನೆ, ಸ್ಥಳ: ಕಲಾ ಮಂದಿರ, ಬೆಳಿಗ್ಗೆ 10ಕ್ಕೆ. [300, 801, 570, 822]
book-release-photo [58, 836, 288, 932]
left-subhead-1 [58, 133, 288, 144]
events-list-left [300, 800, 592, 1400]
registration-dot [61, 1407, 68, 1414]
obituary-name: ಜಮೀಲ್ ಅಹಮದ್ ಖಾನ್ [105, 1252, 185, 1262]
event-item [300, 1011, 592, 1023]
header-rule [48, 77, 900, 79]
event-item [600, 913, 900, 925]
